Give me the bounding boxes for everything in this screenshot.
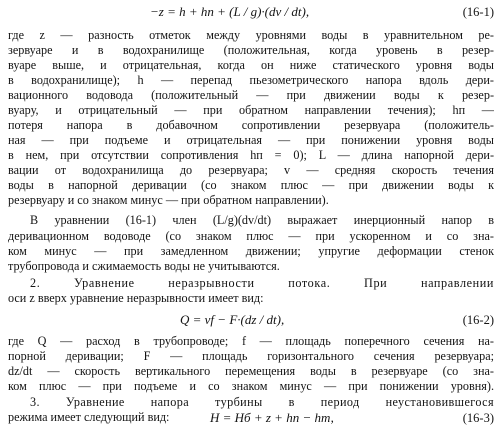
- text-line: В уравнении (16-1) член (L/g)(dv/dt) выражает инерционный напор в: [30, 213, 494, 227]
- equation-16-2: Q = vf − F·(dz / dt),: [180, 312, 285, 327]
- equation-number-16-1: (16-1): [462, 5, 494, 19]
- equation-16-3: H = Hб + z + hп − hт,: [210, 410, 334, 425]
- text-line: потеря напора в добавочном сопротивлении резервуара (положитель-: [8, 118, 494, 132]
- text-line: вационного водовода (положительный — при движении воды к резер-: [8, 88, 494, 102]
- text-line: в водохранилище); h — перепад пьезометрического напора вдоль дери-: [8, 73, 494, 87]
- text-line: где z — разность отметок между уровнями воды в уравнительном ре-: [8, 28, 494, 42]
- text-line: деривационном водоводе (со знаком плюс — при ускоренном и со зна-: [8, 229, 494, 243]
- text-line: вации от водохранилища до резервуара; v — средняя скорость течения: [8, 163, 494, 177]
- text-line: ком плюс — при подъеме и со знаком минус — при понижении уровня).: [8, 379, 494, 393]
- text-line: вуаре выше, и отрицательная, когда он ниже статического уровня воды: [8, 58, 494, 72]
- text-line: режима имеет следующий вид:: [8, 410, 170, 424]
- text-line: ком минус — при замедленном движении; упругие деформации стенок: [8, 244, 494, 258]
- text-line: воды в напорной деривации (со знаком плюс — при движении воды к: [8, 178, 494, 192]
- equation-number-16-2: (16-2): [462, 313, 494, 327]
- text-line: ная — при подъеме и отрицательная — при понижении уровня воды: [8, 133, 494, 147]
- section-heading-continuity: 2. Уравнение неразрывности потока. При направлении: [30, 276, 494, 290]
- text-line: вуару, и отрицательный — при обратном направлении течения); hп —: [8, 103, 494, 117]
- text-line: зервуаре и в водохранилище (положительная, когда уровень в резер-: [8, 43, 494, 57]
- text-line: порной деривации; F — площадь горизонтального сечения резервуара;: [8, 349, 494, 363]
- text-line: где Q — расход в трубопроводе; f — площадь поперечного сечения на-: [8, 334, 494, 348]
- equation-16-1: −z = h + hп + (L / g)·(dv / dt),: [150, 4, 310, 19]
- text-line: оси z вверх уравнение неразрывности имеет вид:: [8, 291, 264, 305]
- text-line: в нем, при отсутствии сопротивления hп = 0); L — длина напорной дери-: [8, 148, 494, 162]
- section-heading-turbine: 3. Уравнение напора турбины в период неустановившегося: [30, 395, 494, 409]
- text-line: трубопровода и сжимаемость воды не учитываются.: [8, 259, 280, 273]
- text-line: резервуару и со знаком минус — при обратном направлении).: [8, 193, 329, 207]
- equation-number-16-3: (16-3): [462, 411, 494, 425]
- text-line: dz/dt — скорость вертикального перемещения воды в резервуаре (со зна-: [8, 364, 494, 378]
